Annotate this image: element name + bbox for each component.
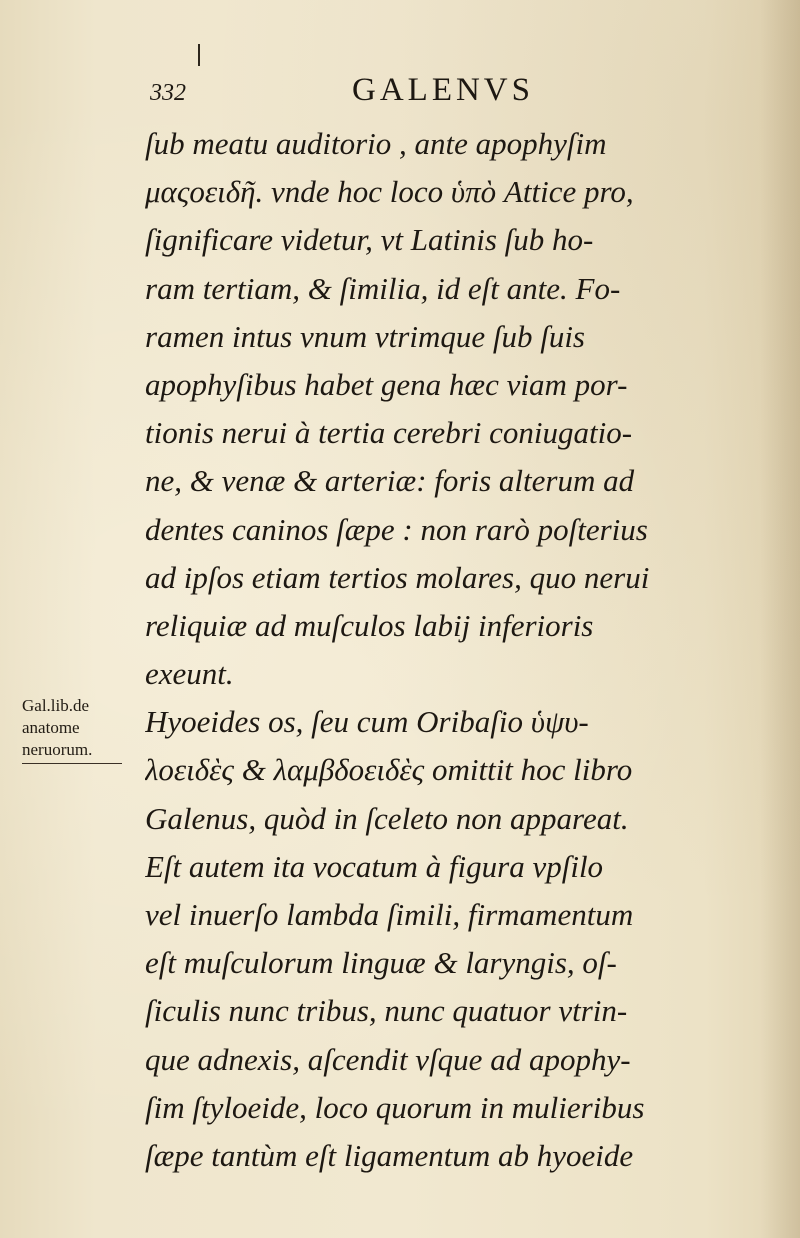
text-line: vel inuerſo lambda ſimili, firmamentum [145,897,634,932]
running-head-title: GALENVS [352,72,534,108]
text-line: λοειδὲς & λαμβδοειδὲς omittit hoc libro [145,752,633,788]
text-line: ſæpe tantùm eſt ligamentum ab hyoeide [145,1137,634,1173]
margin-note-underline [22,763,122,764]
margin-note-line: anatome [22,718,80,737]
page-number: 332 [150,80,186,106]
body-text [145,120,745,1180]
text-line: Galenus, quòd in ſceleto non appareat. [145,800,629,836]
text-line: ſim ſtyloeide, loco quorum in mulieribus [145,1089,645,1125]
text-line: eſt muſculorum linguæ & laryngis, oſ- [145,945,617,981]
text-line: ramen intus vnum vtrimque ſub ſuis [145,318,585,354]
text-line: μαςοειδῆ. vnde hoc loco ὑπὸ Attice pro, [145,174,634,210]
text-line: Hyoeides os, ſeu cum Oribaſio ὑψυ- [145,704,589,740]
text-line: ne, & venæ & arteriæ: foris alterum ad [145,463,635,499]
printer-mark [198,44,200,66]
text-line: Eſt autem ita vocatum à figura vpſilo [145,848,604,884]
text-line: reliquiæ ad muſculos labij inferioris [145,607,594,643]
margin-note-line: Gal.lib.de [22,696,90,715]
text-line: ram tertiam, & ſimilia, id eſt ante. Fo- [145,270,621,306]
margin-note [22,695,142,764]
running-head [150,72,750,112]
text-line: ſignificare videtur, vt Latinis ſub ho- [145,222,594,258]
text-line: apophyſibus habet gena hæc viam por- [145,366,628,402]
text-line: que adnexis, aſcendit vſque ad apophy- [145,1041,631,1077]
page-gutter-shadow [760,0,800,1238]
text-line: ad ipſos etiam tertios molares, quo nerui [145,559,650,595]
text-line: ſiculis nunc tribus, nunc quatuor vtrin- [145,993,628,1029]
text-line: tionis nerui à tertia cerebri coniugatio- [145,415,633,451]
text-line: dentes caninos ſæpe : non rarò poſterius [145,511,648,547]
text-line: exeunt. [145,656,234,692]
text-line: ſub meatu auditorio , ante apophyſim [145,126,607,161]
margin-note-line: neruorum. [22,740,93,759]
